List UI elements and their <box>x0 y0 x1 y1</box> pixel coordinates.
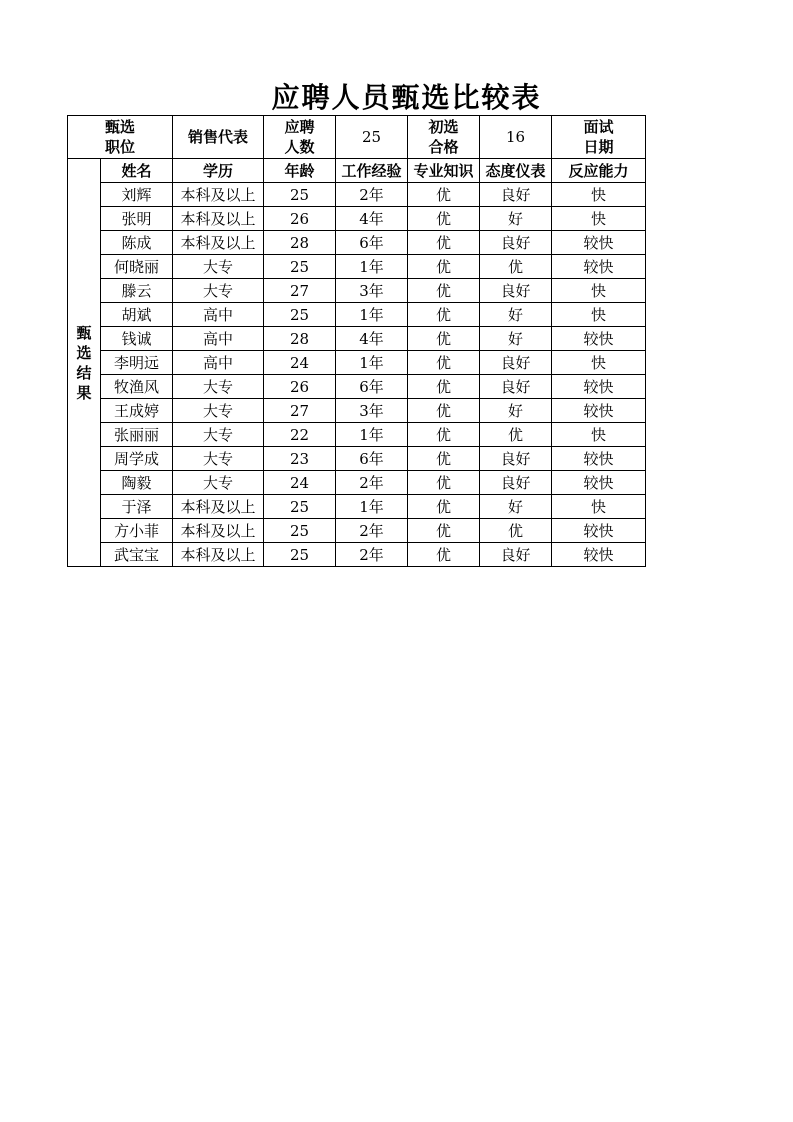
cell-knowledge: 优 <box>408 255 480 279</box>
cell-attitude: 好 <box>480 327 552 351</box>
side-label-char: 果 <box>76 383 92 402</box>
cell-experience: 4年 <box>336 327 408 351</box>
cell-name: 武宝宝 <box>101 543 173 567</box>
cell-knowledge: 优 <box>408 303 480 327</box>
table-row <box>68 303 646 327</box>
page-title: 应聘人员甄选比较表 <box>271 81 542 114</box>
cell-reaction: 快 <box>552 495 646 519</box>
cell-reaction: 快 <box>552 423 646 447</box>
cell-experience: 2年 <box>336 543 408 567</box>
cell-name: 张明 <box>101 207 173 231</box>
position-value-cell: 销售代表 <box>173 116 264 159</box>
cell-age: 27 <box>264 399 336 423</box>
cell-knowledge: 优 <box>408 183 480 207</box>
table-row <box>68 399 646 423</box>
side-label-char: 结 <box>76 363 92 382</box>
cell-age: 24 <box>264 351 336 375</box>
position-label-line1: 甄选 <box>104 118 135 136</box>
cell-knowledge: 优 <box>408 399 480 423</box>
cell-knowledge: 优 <box>408 519 480 543</box>
cell-attitude: 良好 <box>480 183 552 207</box>
applicants-label-cell <box>264 116 336 159</box>
position-label-cell <box>68 116 173 159</box>
cell-reaction: 较快 <box>552 399 646 423</box>
column-header-name: 姓名 <box>101 159 173 183</box>
cell-education: 本科及以上 <box>173 543 264 567</box>
cell-knowledge: 优 <box>408 207 480 231</box>
header-row <box>68 116 646 159</box>
cell-experience: 2年 <box>336 519 408 543</box>
cell-name: 王成婷 <box>101 399 173 423</box>
cell-education: 高中 <box>173 303 264 327</box>
cell-education: 本科及以上 <box>173 183 264 207</box>
cell-education: 大专 <box>173 255 264 279</box>
cell-attitude: 优 <box>480 423 552 447</box>
cell-name: 钱诚 <box>101 327 173 351</box>
cell-experience: 3年 <box>336 399 408 423</box>
cell-education: 高中 <box>173 351 264 375</box>
cell-experience: 6年 <box>336 447 408 471</box>
cell-experience: 1年 <box>336 303 408 327</box>
cell-reaction: 快 <box>552 303 646 327</box>
cell-age: 23 <box>264 447 336 471</box>
cell-knowledge: 优 <box>408 495 480 519</box>
column-header-experience: 工作经验 <box>336 159 408 183</box>
cell-name: 方小菲 <box>101 519 173 543</box>
cell-age: 25 <box>264 495 336 519</box>
passed-label-line2: 合格 <box>428 138 459 156</box>
applicants-value-cell: 25 <box>336 116 408 159</box>
cell-experience: 1年 <box>336 351 408 375</box>
cell-education: 本科及以上 <box>173 231 264 255</box>
cell-age: 25 <box>264 183 336 207</box>
column-header-knowledge: 专业知识 <box>408 159 480 183</box>
cell-age: 27 <box>264 279 336 303</box>
cell-age: 26 <box>264 207 336 231</box>
passed-label-cell <box>408 116 480 159</box>
column-header-reaction: 反应能力 <box>552 159 646 183</box>
cell-reaction: 较快 <box>552 519 646 543</box>
table-row <box>68 423 646 447</box>
cell-knowledge: 优 <box>408 351 480 375</box>
cell-knowledge: 优 <box>408 375 480 399</box>
cell-name: 刘辉 <box>101 183 173 207</box>
table-row <box>68 495 646 519</box>
cell-age: 25 <box>264 519 336 543</box>
cell-education: 本科及以上 <box>173 207 264 231</box>
cell-attitude: 良好 <box>480 351 552 375</box>
column-header-age: 年龄 <box>264 159 336 183</box>
cell-reaction: 快 <box>552 207 646 231</box>
cell-attitude: 好 <box>480 495 552 519</box>
cell-experience: 6年 <box>336 375 408 399</box>
column-header-attitude: 态度仪表 <box>480 159 552 183</box>
cell-attitude: 良好 <box>480 471 552 495</box>
cell-education: 大专 <box>173 447 264 471</box>
cell-knowledge: 优 <box>408 279 480 303</box>
cell-name: 陈成 <box>101 231 173 255</box>
screening-table <box>67 115 646 567</box>
side-label-char: 甄 <box>76 323 92 342</box>
cell-attitude: 良好 <box>480 375 552 399</box>
cell-age: 26 <box>264 375 336 399</box>
table-row <box>68 255 646 279</box>
cell-reaction: 较快 <box>552 543 646 567</box>
cell-education: 大专 <box>173 399 264 423</box>
cell-education: 大专 <box>173 423 264 447</box>
cell-experience: 2年 <box>336 471 408 495</box>
cell-experience: 2年 <box>336 183 408 207</box>
cell-knowledge: 优 <box>408 447 480 471</box>
cell-name: 李明远 <box>101 351 173 375</box>
cell-attitude: 好 <box>480 207 552 231</box>
cell-reaction: 较快 <box>552 327 646 351</box>
cell-attitude: 好 <box>480 303 552 327</box>
cell-name: 何晓丽 <box>101 255 173 279</box>
column-header-education: 学历 <box>173 159 264 183</box>
interview-label-line2: 日期 <box>583 138 614 156</box>
cell-attitude: 良好 <box>480 447 552 471</box>
cell-reaction: 较快 <box>552 375 646 399</box>
passed-label-line1: 初选 <box>428 118 459 136</box>
applicants-label-line2: 人数 <box>284 138 315 156</box>
cell-name: 滕云 <box>101 279 173 303</box>
cell-experience: 1年 <box>336 255 408 279</box>
cell-experience: 4年 <box>336 207 408 231</box>
cell-age: 28 <box>264 327 336 351</box>
cell-reaction: 较快 <box>552 447 646 471</box>
interview-label-line1: 面试 <box>583 118 614 136</box>
cell-name: 陶毅 <box>101 471 173 495</box>
cell-education: 大专 <box>173 279 264 303</box>
cell-knowledge: 优 <box>408 327 480 351</box>
cell-reaction: 较快 <box>552 255 646 279</box>
cell-experience: 6年 <box>336 231 408 255</box>
cell-age: 25 <box>264 543 336 567</box>
position-label-line2: 职位 <box>104 138 135 156</box>
cell-reaction: 快 <box>552 183 646 207</box>
side-label-char: 选 <box>76 343 92 362</box>
cell-attitude: 优 <box>480 255 552 279</box>
table-row <box>68 183 646 207</box>
cell-name: 胡斌 <box>101 303 173 327</box>
interview-label-cell <box>552 116 646 159</box>
cell-education: 高中 <box>173 327 264 351</box>
table-row <box>68 279 646 303</box>
cell-knowledge: 优 <box>408 543 480 567</box>
cell-name: 牧渔风 <box>101 375 173 399</box>
cell-age: 24 <box>264 471 336 495</box>
cell-name: 周学成 <box>101 447 173 471</box>
table-row <box>68 327 646 351</box>
applicants-label-line1: 应聘 <box>284 118 315 136</box>
cell-age: 28 <box>264 231 336 255</box>
side-label-cell <box>68 159 101 567</box>
cell-name: 张丽丽 <box>101 423 173 447</box>
cell-experience: 1年 <box>336 495 408 519</box>
cell-reaction: 快 <box>552 351 646 375</box>
cell-attitude: 良好 <box>480 279 552 303</box>
table-row <box>68 543 646 567</box>
cell-experience: 1年 <box>336 423 408 447</box>
table-row <box>68 231 646 255</box>
cell-age: 25 <box>264 303 336 327</box>
cell-knowledge: 优 <box>408 423 480 447</box>
table-row <box>68 207 646 231</box>
cell-education: 本科及以上 <box>173 495 264 519</box>
cell-reaction: 快 <box>552 279 646 303</box>
cell-education: 大专 <box>173 375 264 399</box>
cell-attitude: 良好 <box>480 543 552 567</box>
cell-knowledge: 优 <box>408 231 480 255</box>
table-row <box>68 519 646 543</box>
cell-age: 22 <box>264 423 336 447</box>
cell-name: 于泽 <box>101 495 173 519</box>
cell-attitude: 良好 <box>480 231 552 255</box>
cell-reaction: 较快 <box>552 231 646 255</box>
passed-value-cell: 16 <box>480 116 552 159</box>
table-row <box>68 351 646 375</box>
cell-attitude: 好 <box>480 399 552 423</box>
cell-experience: 3年 <box>336 279 408 303</box>
cell-reaction: 较快 <box>552 471 646 495</box>
cell-attitude: 优 <box>480 519 552 543</box>
cell-education: 大专 <box>173 471 264 495</box>
cell-age: 25 <box>264 255 336 279</box>
table-row <box>68 471 646 495</box>
column-header-row <box>68 159 646 183</box>
table-row <box>68 447 646 471</box>
cell-knowledge: 优 <box>408 471 480 495</box>
table-row <box>68 375 646 399</box>
cell-education: 本科及以上 <box>173 519 264 543</box>
